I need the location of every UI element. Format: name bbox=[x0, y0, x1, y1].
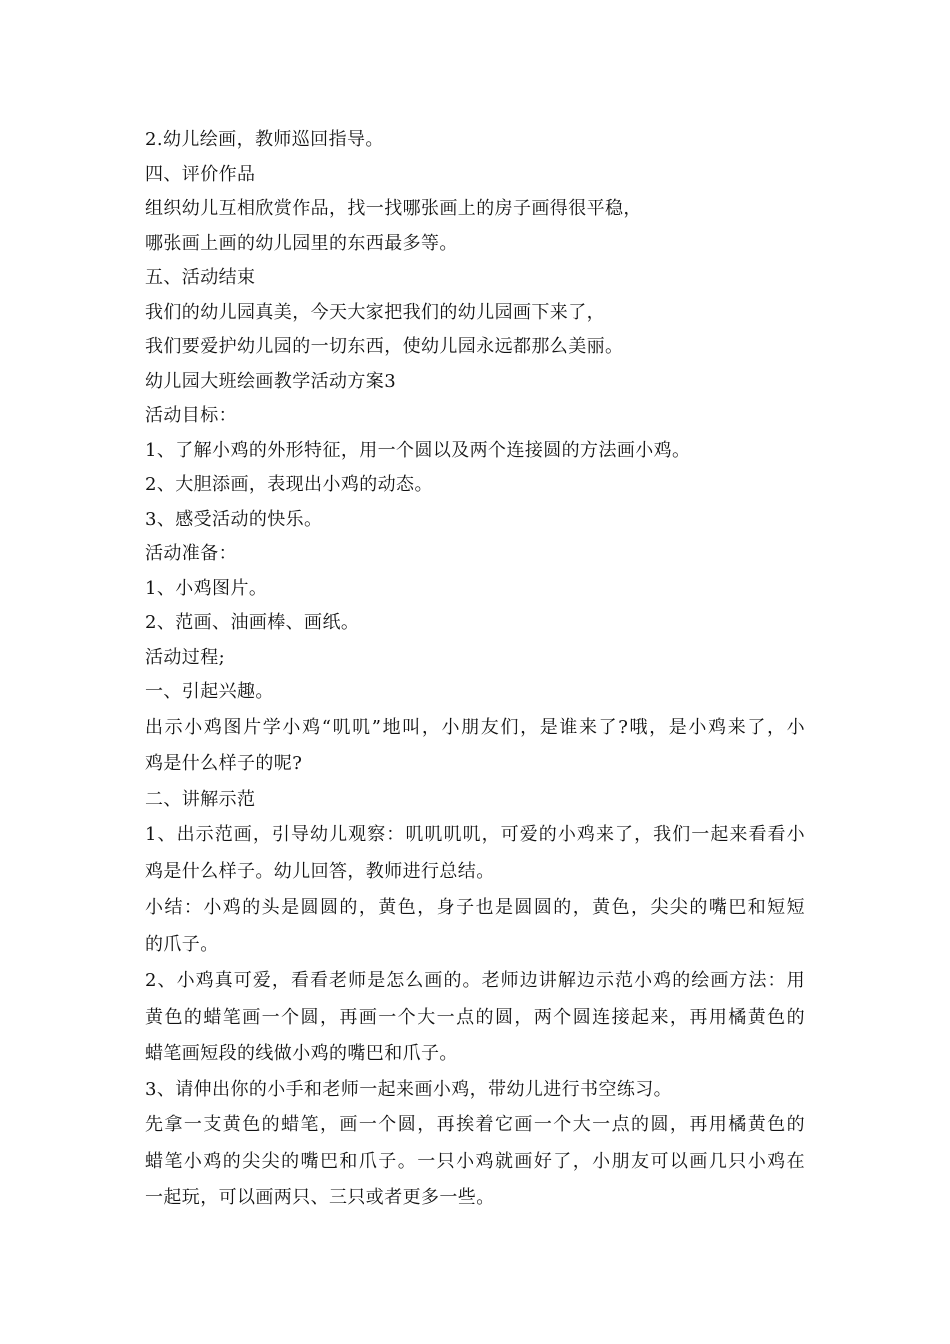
text-line: 1、出示范画，引导幼儿观察：叽叽叽叽，可爱的小鸡来了，我们一起来看看小 bbox=[145, 824, 805, 845]
text-line: 2、大胆添画，表现出小鸡的动态。 bbox=[145, 474, 433, 495]
text-line: 我们要爱护幼儿园的一切东西，使幼儿园永远都那么美丽。 bbox=[145, 336, 624, 357]
section-heading: 一、引起兴趣。 bbox=[145, 681, 274, 702]
text-line: 组织幼儿互相欣赏作品，找一找哪张画上的房子画得很平稳， bbox=[145, 198, 642, 219]
text-line: 2.幼儿绘画，教师巡回指导。 bbox=[145, 129, 384, 150]
text-line: 小结：小鸡的头是圆圆的，黄色，身子也是圆圆的，黄色，尖尖的嘴巴和短短 bbox=[145, 897, 805, 918]
text-line: 1、了解小鸡的外形特征，用一个圆以及两个连接圆的方法画小鸡。 bbox=[145, 439, 691, 461]
text-line: 3、感受活动的快乐。 bbox=[145, 508, 323, 530]
text-line: 黄色的蜡笔画一个圆，再画一个大一点的圆，两个圆连接起来，再用橘黄色的 bbox=[145, 1006, 805, 1028]
text-line: 鸡是什么样子。幼儿回答，教师进行总结。 bbox=[145, 860, 495, 882]
document-title: 幼儿园大班绘画教学活动方案3 bbox=[145, 370, 397, 392]
text-line: 鸡是什么样子的呢? bbox=[145, 753, 303, 774]
section-heading: 活动准备： bbox=[145, 543, 237, 564]
document-page bbox=[145, 123, 805, 1217]
text-line: 我们的幼儿园真美，今天大家把我们的幼儿园画下来了， bbox=[145, 301, 605, 323]
text-line: 蜡笔小鸡的尖尖的嘴巴和爪子。一只小鸡就画好了，小朋友可以画几只小鸡在 bbox=[145, 1150, 805, 1172]
text-line: 1、小鸡图片。 bbox=[145, 577, 268, 599]
section-heading: 五、活动结束 bbox=[145, 267, 256, 288]
section-heading: 活动过程; bbox=[145, 646, 226, 668]
text-line: 2、范画、油画棒、画纸。 bbox=[145, 612, 360, 633]
text-line: 2、小鸡真可爱，看看老师是怎么画的。老师边讲解边示范小鸡的绘画方法：用 bbox=[145, 970, 805, 991]
section-heading: 四、评价作品 bbox=[145, 163, 256, 185]
text-line: 出示小鸡图片学小鸡“叽叽”地叫，小朋友们，是谁来了?哦，是小鸡来了，小 bbox=[145, 716, 805, 738]
text-line: 的爪子。 bbox=[145, 933, 219, 955]
text-line: 蜡笔画短段的线做小鸡的嘴巴和爪子。 bbox=[145, 1043, 458, 1064]
text-line: 哪张画上画的幼儿园里的东西最多等。 bbox=[145, 232, 458, 254]
text-line: 一起玩，可以画两只、三只或者更多一些。 bbox=[145, 1187, 495, 1208]
section-heading: 活动目标： bbox=[145, 405, 237, 426]
text-line: 先拿一支黄色的蜡笔，画一个圆，再挨着它画一个大一点的圆，再用橘黄色的 bbox=[145, 1114, 805, 1135]
text-line: 3、请伸出你的小手和老师一起来画小鸡，带幼儿进行书空练习。 bbox=[145, 1078, 673, 1100]
section-heading: 二、讲解示范 bbox=[145, 788, 256, 810]
